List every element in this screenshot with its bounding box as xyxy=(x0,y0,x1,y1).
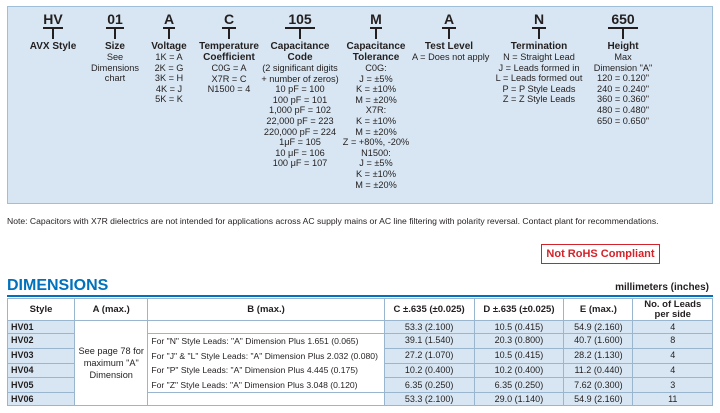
a-max-cell: See page 78 for maximum "A" Dimension xyxy=(75,321,148,406)
field-option: See xyxy=(106,52,124,62)
field-code: HV xyxy=(43,11,63,27)
field-option: (2 significant digits xyxy=(262,63,338,73)
field-option: M = ±20% xyxy=(355,179,397,190)
ordering-code-panel xyxy=(7,6,713,204)
code-connector xyxy=(375,29,377,39)
ordering-field-6 xyxy=(412,11,490,63)
header-b: B (max.) xyxy=(148,299,384,321)
field-option: 360 = 0.360" xyxy=(596,94,650,105)
style-cell: HV01 xyxy=(8,321,75,334)
x7r-note: Note: Capacitors with X7R dielectrics are not intended for applications across AC supply mains or AC line filtering with polarity reversal. Contact plant for recommendations. xyxy=(7,216,659,226)
leads-cell: 8 xyxy=(633,334,713,349)
b-rule-line: For "Z" Style Leads: "A" Dimension Plus 3.048 (0.120) xyxy=(151,379,358,390)
ordering-field-2 xyxy=(140,11,198,105)
field-option: J = ±5% xyxy=(359,158,393,169)
ordering-field-0 xyxy=(16,11,90,52)
field-option: M = ±20% xyxy=(355,94,397,105)
field-option: N1500: xyxy=(361,147,391,158)
field-option: 4K = J xyxy=(155,83,183,94)
field-code: 01 xyxy=(107,11,123,27)
d-cell: 29.0 (1.140) xyxy=(474,393,564,406)
header-style: Style xyxy=(8,299,75,321)
field-code: 650 xyxy=(611,11,635,27)
table-row xyxy=(8,321,713,334)
rohs-badge: Not RoHS Compliant xyxy=(541,244,660,264)
code-connector xyxy=(299,29,301,39)
style-cell: HV03 xyxy=(8,348,75,363)
d-cell: 10.5 (0.415) xyxy=(474,321,564,334)
field-option: 120 = 0.120" xyxy=(596,73,650,84)
header-c: C ±.635 (±0.025) xyxy=(384,299,474,321)
table-header-row xyxy=(8,299,713,321)
field-code: A xyxy=(163,11,175,27)
header-d: D ±.635 (±0.025) xyxy=(474,299,564,321)
field-title: Capacitance xyxy=(346,41,406,52)
c-cell: 10.2 (0.400) xyxy=(384,363,474,378)
field-option: 650 = 0.650" xyxy=(596,115,650,126)
field-option: J = Leads formed in xyxy=(498,62,580,73)
field-option: Z = Z Style Leads xyxy=(502,94,576,105)
ordering-field-8 xyxy=(586,11,660,126)
header-e: E (max.) xyxy=(564,299,633,321)
code-connector xyxy=(448,29,450,39)
e-cell: 11.2 (0.440) xyxy=(564,363,633,378)
field-title: Coefficient xyxy=(203,52,255,63)
style-cell: HV05 xyxy=(8,378,75,393)
field-option: J = ±5% xyxy=(359,73,393,84)
field-option: N1500 = 4 xyxy=(207,84,251,95)
field-option: C0G: xyxy=(365,63,387,73)
field-title: AVX Style xyxy=(29,41,77,52)
field-option: 3K = H xyxy=(154,73,184,84)
field-option: 1μF = 105 xyxy=(279,137,321,148)
b-top-cell xyxy=(148,321,384,334)
field-option: 5K = K xyxy=(155,94,183,105)
field-option: M = ±20% xyxy=(355,126,397,137)
code-connector xyxy=(622,29,624,39)
field-code: C xyxy=(223,11,235,27)
field-code: N xyxy=(533,11,545,27)
field-title: Height xyxy=(607,41,639,52)
field-option: Z = +80%, -20% xyxy=(342,137,410,148)
field-option: X7R = C xyxy=(211,73,247,84)
field-option: C0G = A xyxy=(211,63,247,73)
field-option: 2K = G xyxy=(154,62,184,73)
title-rule xyxy=(7,295,713,297)
field-option: 100 μF = 107 xyxy=(272,158,328,169)
e-cell: 54.9 (2.160) xyxy=(564,321,633,334)
code-connector xyxy=(538,29,540,39)
d-cell: 6.35 (0.250) xyxy=(474,378,564,393)
dimensions-table xyxy=(7,298,713,406)
field-option: Dimension "A" xyxy=(593,62,653,73)
field-option: chart xyxy=(104,73,126,84)
field-option: K = ±10% xyxy=(355,115,397,126)
header-a: A (max.) xyxy=(75,299,148,321)
field-option: N = Straight Lead xyxy=(503,52,575,62)
ordering-field-7 xyxy=(490,11,588,105)
field-title: Termination xyxy=(510,41,568,52)
field-title: Tolerance xyxy=(352,52,400,63)
d-cell: 10.2 (0.400) xyxy=(474,363,564,378)
leads-cell: 11 xyxy=(633,393,713,406)
field-option: 10 μF = 106 xyxy=(275,147,325,158)
ordering-field-4 xyxy=(256,11,344,169)
field-option: 1,000 pF = 102 xyxy=(268,105,332,116)
field-title: Size xyxy=(104,41,125,52)
b-bottom-cell xyxy=(148,393,384,406)
field-option: A = Does not apply xyxy=(412,52,490,62)
e-cell: 40.7 (1.600) xyxy=(564,334,633,349)
e-cell: 54.9 (2.160) xyxy=(564,393,633,406)
style-cell: HV06 xyxy=(8,393,75,406)
field-option: Max xyxy=(614,52,632,62)
ordering-field-5 xyxy=(338,11,414,190)
dimensions-title: DIMENSIONS xyxy=(7,277,109,294)
field-title: Capacitance xyxy=(270,41,330,52)
field-code: 105 xyxy=(288,11,312,27)
e-cell: 7.62 (0.300) xyxy=(564,378,633,393)
b-rule-line: For "J" & "L" Style Leads: "A" Dimension Plus 2.032 (0.080) xyxy=(151,350,378,361)
field-title: Test Level xyxy=(424,41,474,52)
ordering-field-3 xyxy=(194,11,264,95)
field-option: K = ±10% xyxy=(355,84,397,95)
field-title: Voltage xyxy=(151,41,187,52)
field-option: 240 = 0.240" xyxy=(596,83,650,94)
d-cell: 20.3 (0.800) xyxy=(474,334,564,349)
header-leads: No. of Leads per side xyxy=(633,299,713,321)
field-option: L = Leads formed out xyxy=(495,73,583,84)
ordering-field-1 xyxy=(90,11,140,84)
field-option: 100 pF = 101 xyxy=(272,94,328,105)
e-cell: 28.2 (1.130) xyxy=(564,348,633,363)
style-cell: HV02 xyxy=(8,334,75,349)
style-cell: HV04 xyxy=(8,363,75,378)
field-option: P = P Style Leads xyxy=(502,83,576,94)
code-connector xyxy=(168,29,170,39)
field-option: 22,000 pF = 223 xyxy=(266,115,334,126)
leads-cell: 4 xyxy=(633,348,713,363)
leads-cell: 4 xyxy=(633,363,713,378)
field-option: + number of zeros) xyxy=(261,73,339,84)
field-option: 10 pF = 100 xyxy=(275,84,325,95)
leads-cell: 4 xyxy=(633,321,713,334)
c-cell: 6.35 (0.250) xyxy=(384,378,474,393)
field-title: Code xyxy=(287,52,313,63)
field-option: Dimensions xyxy=(91,62,139,73)
code-connector xyxy=(114,29,116,39)
field-option: 1K = A xyxy=(155,52,183,62)
field-option: K = ±10% xyxy=(355,168,397,179)
c-cell: 39.1 (1.540) xyxy=(384,334,474,349)
field-code: M xyxy=(370,11,382,27)
field-code: A xyxy=(443,11,455,27)
c-cell: 53.3 (2.100) xyxy=(384,321,474,334)
b-max-cell xyxy=(148,334,384,393)
field-option: X7R: xyxy=(365,105,387,116)
field-option: 220,000 pF = 224 xyxy=(263,126,337,137)
code-connector xyxy=(52,29,54,39)
c-cell: 53.3 (2.100) xyxy=(384,393,474,406)
c-cell: 27.2 (1.070) xyxy=(384,348,474,363)
b-rule-line: For "P" Style Leads: "A" Dimension Plus 4.445 (0.175) xyxy=(151,365,358,375)
b-rule-line: For "N" Style Leads: "A" Dimension Plus 1.651 (0.065) xyxy=(151,336,359,346)
field-option: 480 = 0.480" xyxy=(596,104,650,115)
leads-cell: 3 xyxy=(633,378,713,393)
units-label: millimeters (inches) xyxy=(615,282,709,293)
d-cell: 10.5 (0.415) xyxy=(474,348,564,363)
field-title: Temperature xyxy=(199,41,259,52)
code-connector xyxy=(228,29,230,39)
